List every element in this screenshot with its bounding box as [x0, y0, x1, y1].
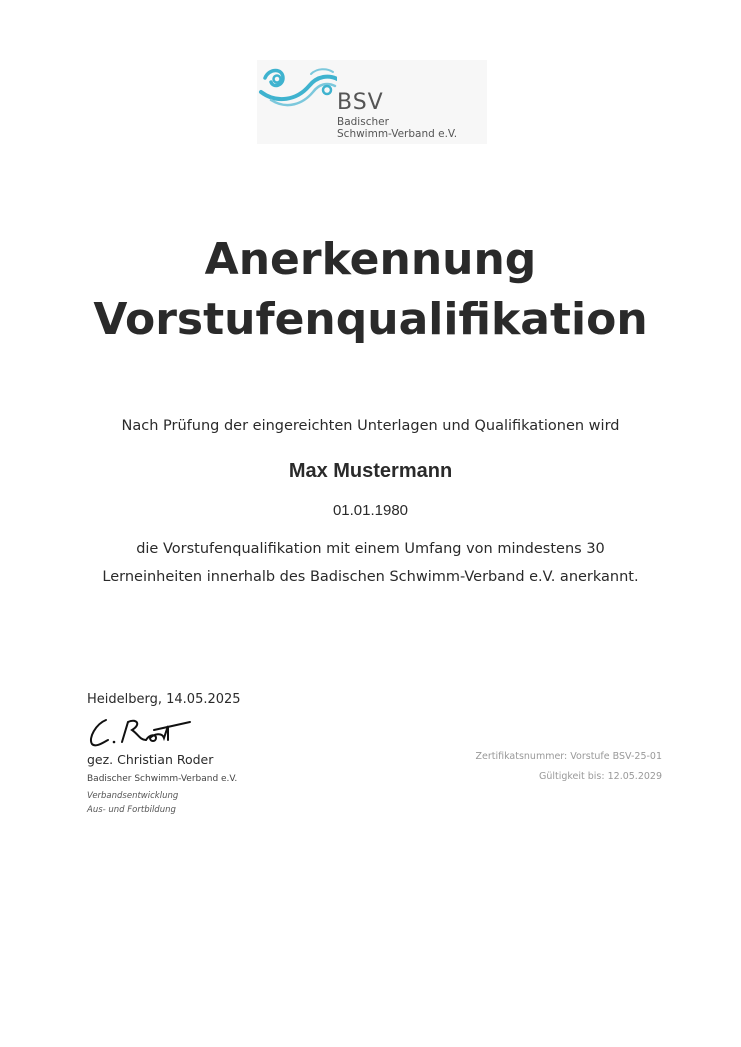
handwritten-signature — [84, 712, 194, 752]
certificate-number: Zertifikatsnummer: Vorstufe BSV-25-01 — [475, 751, 662, 762]
bsv-logo — [257, 60, 487, 144]
recipient-name: Max Mustermann — [288, 460, 453, 482]
body-text-line2: Lerneinheiten innerhalb des Badischen Schwimm-Verband e.V. anerkannt. — [102, 569, 639, 585]
wave-swimmer-icon — [257, 60, 337, 120]
signer-name: gez. Christian Roder — [87, 752, 214, 767]
intro-text: Nach Prüfung der eingereichten Unterlagen und Qualifikationen wird — [121, 418, 620, 434]
body-text-line1: die Vorstufenqualifikation mit einem Umfang von mindestens 30 — [136, 541, 605, 557]
certificate-validity: Gültigkeit bis: 12.05.2029 — [538, 771, 662, 782]
certificate-title-line2: Vorstufenqualifikation — [93, 294, 648, 345]
signer-department-line2: Aus- und Fortbildung — [87, 805, 176, 815]
recipient-birth-date: 01.01.1980 — [332, 502, 409, 519]
logo-organization-name — [337, 116, 457, 140]
signer-department-line1: Verbandsentwicklung — [87, 791, 179, 801]
logo-name-line2: Schwimm-Verband e.V. — [337, 128, 458, 140]
logo-abbreviation: BSV — [337, 90, 384, 115]
logo-name-line1: Badischer — [337, 116, 389, 128]
signer-organization: Badischer Schwimm-Verband e.V. — [87, 774, 238, 784]
certificate-title-line1: Anerkennung — [204, 234, 537, 285]
place-date: Heidelberg, 14.05.2025 — [87, 692, 241, 707]
